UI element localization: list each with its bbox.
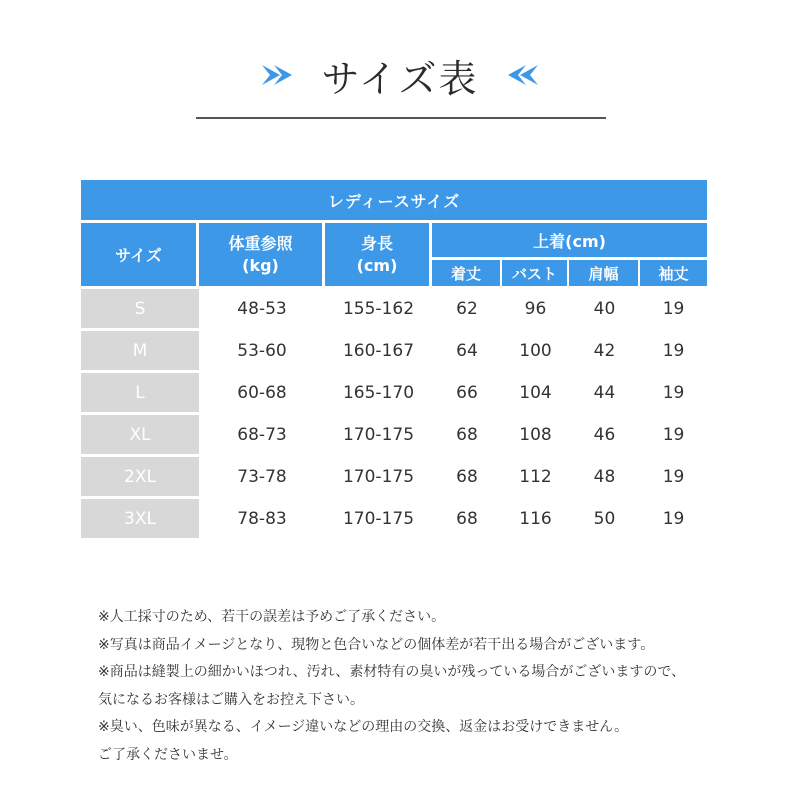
cell-shoulder: 42 [569, 328, 640, 370]
cell-sleeve: 19 [640, 370, 707, 412]
cell-height: 165-170 [325, 370, 432, 412]
cell-sleeve: 19 [640, 286, 707, 328]
table-caption: レディースサイズ [81, 180, 707, 223]
page-title: サイズ表 [321, 56, 479, 101]
cell-weight: 68-73 [199, 412, 325, 454]
cell-sleeve: 19 [640, 412, 707, 454]
table-row [81, 454, 707, 496]
column-header-height-label: 身長 [360, 233, 393, 253]
cell-weight: 73-78 [199, 454, 325, 496]
column-header-shoulder: 肩幅 [569, 260, 640, 286]
cell-size: L [81, 370, 199, 412]
cell-bust: 104 [502, 370, 569, 412]
table-row [81, 286, 707, 328]
column-header-height [325, 223, 432, 286]
cell-weight: 53-60 [199, 328, 325, 370]
notes-list [98, 604, 778, 769]
note-line: ※人工採寸のため、若干の誤差は予めご了承ください。 [98, 609, 446, 625]
cell-length: 62 [432, 286, 502, 328]
cell-length: 66 [432, 370, 502, 412]
cell-size: M [81, 328, 199, 370]
column-header-weight-label: 体重参照 [228, 233, 293, 253]
cell-sleeve: 19 [640, 454, 707, 496]
table-body [81, 286, 707, 538]
cell-bust: 108 [502, 412, 569, 454]
note-line: ※商品は縫製上の細かいほつれ、汚れ、素材特有の臭いが残っている場合がございますので、 [98, 664, 686, 680]
cell-height: 160-167 [325, 328, 432, 370]
chevron-right-icon [258, 62, 296, 88]
cell-size: S [81, 286, 199, 328]
table-row [81, 328, 707, 370]
cell-height: 170-175 [325, 412, 432, 454]
table-row [81, 496, 707, 538]
note-line: ※臭い、色味が異なる、イメージ違いなどの理由の交換、返金はお受けできません。 [98, 719, 629, 735]
cell-shoulder: 40 [569, 286, 640, 328]
cell-height: 155-162 [325, 286, 432, 328]
cell-length: 68 [432, 454, 502, 496]
cell-bust: 112 [502, 454, 569, 496]
column-header-height-unit: (cm) [356, 255, 398, 275]
cell-size: XL [81, 412, 199, 454]
cell-height: 170-175 [325, 496, 432, 538]
title-bar [0, 40, 800, 110]
cell-shoulder: 44 [569, 370, 640, 412]
cell-size: 2XL [81, 454, 199, 496]
cell-length: 68 [432, 496, 502, 538]
cell-height: 170-175 [325, 454, 432, 496]
table-row [81, 412, 707, 454]
cell-shoulder: 46 [569, 412, 640, 454]
column-header-size: サイズ [81, 223, 199, 286]
cell-bust: 100 [502, 328, 569, 370]
cell-bust: 96 [502, 286, 569, 328]
note-line: 気になるお客様はご購入をお控え下さい。 [98, 691, 364, 708]
chevron-left-icon [504, 62, 542, 88]
cell-length: 68 [432, 412, 502, 454]
title-divider [196, 117, 606, 119]
note-line: ご了承くださいませ。 [98, 746, 238, 763]
size-table [81, 180, 707, 538]
cell-sleeve: 19 [640, 328, 707, 370]
column-header-sleeve: 袖丈 [640, 260, 707, 286]
cell-weight: 78-83 [199, 496, 325, 538]
cell-weight: 60-68 [199, 370, 325, 412]
cell-size: 3XL [81, 496, 199, 538]
cell-bust: 116 [502, 496, 569, 538]
column-group-top: 上着(cm) [432, 223, 707, 260]
cell-shoulder: 50 [569, 496, 640, 538]
cell-shoulder: 48 [569, 454, 640, 496]
column-header-bust: バスト [502, 260, 569, 286]
cell-sleeve: 19 [640, 496, 707, 538]
column-header-weight [199, 223, 325, 286]
cell-length: 64 [432, 328, 502, 370]
note-line: ※写真は商品イメージとなり、現物と色合いなどの個体差が若干出る場合がございます。 [98, 636, 655, 653]
cell-weight: 48-53 [199, 286, 325, 328]
table-row [81, 370, 707, 412]
column-header-weight-unit: (kg) [242, 255, 279, 275]
column-header-length: 着丈 [432, 260, 502, 286]
